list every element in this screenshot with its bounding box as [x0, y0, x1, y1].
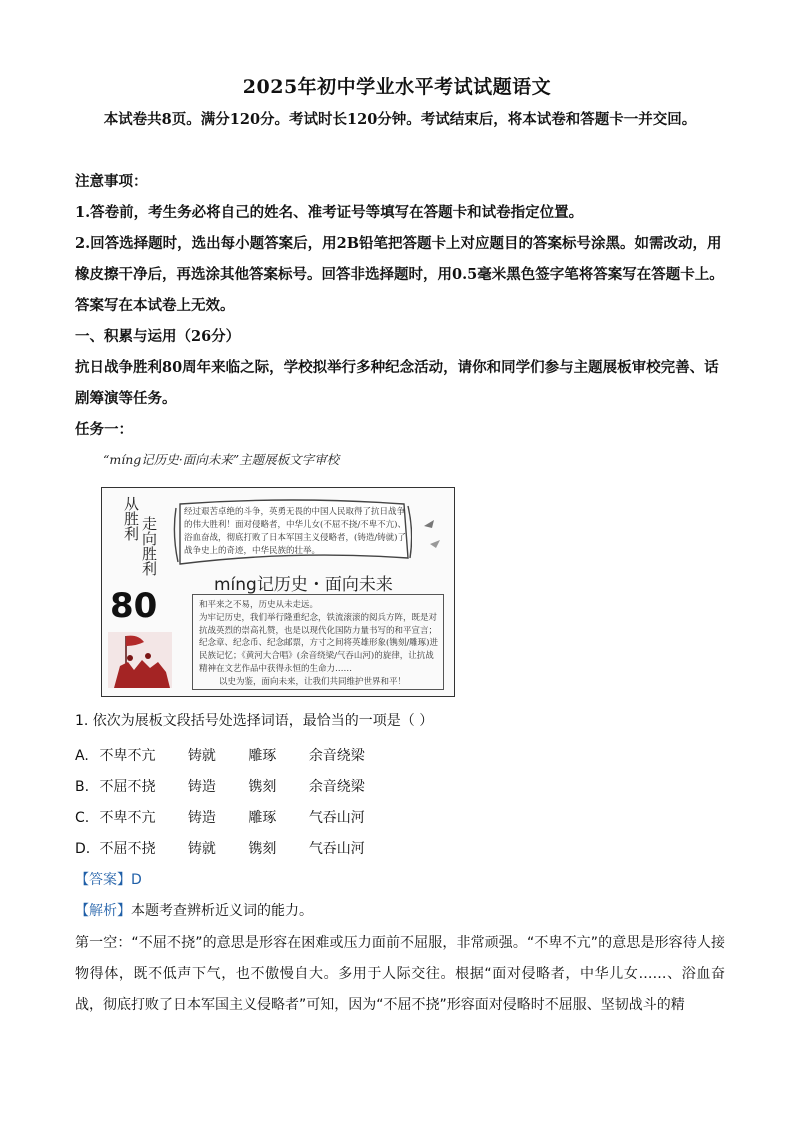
answer-tag: 【答案】: [75, 872, 131, 888]
option-word: 雕琢: [248, 810, 277, 826]
analysis-line: [75, 900, 313, 920]
poster-vertical-1: 从胜利: [122, 496, 140, 541]
poster-box-line-2: 为牢记历史，我们举行隆重纪念，铁流滚滚的阅兵方阵，既是对抗战英烈的崇高礼赞，也是以现代化国防力量书写的和平宣言；纪念章、纪念币、纪念邮票，方寸之间将英雄形象(镌刻/雕琢)进民族记忆；《黄河大合唱》(余音绕梁/气吞山河)的旋律，让抗战精神在文艺作品中获得永恒的生命力……: [199, 612, 438, 674]
option-word: 铸造: [187, 779, 216, 795]
question-1-stem: 1. 依次为展板文段括号处选择词语，最恰当的一项是（ ）: [75, 713, 434, 729]
option-word: 不卑不亢: [99, 810, 156, 826]
option-c: [75, 807, 365, 827]
option-d: [75, 838, 365, 858]
poster-text-box: [192, 594, 444, 690]
task-intro: 抗日战争胜利80周年来临之际，学校拟举行多种纪念活动，请你和同学们参与主题展板审校完善、话剧筹演等任务。: [75, 359, 719, 407]
option-word: 气吞山河: [308, 810, 365, 826]
answer-value: D: [131, 872, 142, 888]
page-title: 2025年初中学业水平考试试题语文: [242, 76, 552, 98]
analysis-lead: 本题考查辨析近义词的能力。: [131, 903, 313, 919]
option-word: 气吞山河: [308, 841, 365, 857]
scroll-text: 经过艰苦卓绝的斗争，英勇无畏的中国人民取得了抗日战争的伟大胜利！面对侵略者，中华儿女(不屈不挠/不卑不亢)、浴血奋战，彻底打败了日本军国主义侵略者，(铸造/铸就)了战争史上的奇迹，中华民族的壮举。: [184, 507, 406, 556]
task-label: 任务一：: [75, 421, 133, 438]
notice-item-2: 2.回答选择题时，选出每小题答案后，用2B铅笔把答题卡上对应题目的答案标号涂黑。如需改动，用橡皮擦干净后，再选涂其他答案标号。回答非选择题时，用0.5毫米黑色签字笔将答案写在答题卡上。答案写在本试卷上无效。: [75, 235, 724, 314]
option-word: 镌刻: [248, 841, 277, 857]
option-word: 余音绕梁: [308, 748, 365, 764]
option-word: 铸造: [187, 810, 216, 826]
option-key: B.: [75, 779, 90, 795]
section-heading: 一、积累与运用（26分）: [75, 328, 241, 345]
notice-heading: 注意事项：: [75, 173, 148, 190]
option-key: C.: [75, 810, 90, 826]
option-word: 雕琢: [248, 748, 277, 764]
poster-ribbon-title: míng记历史・面向未来: [214, 575, 393, 595]
poster-box-line-3: 以史为鉴，面向未来，让我们共同维护世界和平！: [219, 676, 407, 687]
option-word: 铸就: [187, 748, 216, 764]
option-a: [75, 745, 365, 765]
option-word: 不屈不挠: [99, 841, 156, 857]
poster-vertical-2: 走向胜利: [140, 516, 158, 576]
option-b: [75, 776, 365, 796]
option-key: A.: [75, 748, 89, 764]
poster-number: 80: [110, 586, 158, 626]
option-word: 铸就: [187, 841, 216, 857]
dove-icon: [420, 516, 448, 556]
flag-soldiers-icon: [108, 632, 172, 688]
poster-box-line-1: 和平来之不易，历史从未走远。: [199, 600, 319, 610]
poster-caption: “míng记历史·面向未来”主题展板文字审校: [103, 452, 340, 467]
option-key: D.: [75, 841, 91, 857]
analysis-tag: 【解析】: [75, 903, 131, 919]
answer-line: [75, 869, 142, 889]
analysis-body: 第一空：“不屈不挠”的意思是形容在困难或压力面前不屈服，非常顽强。“不卑不亢”的意思是形容待人接物得体，既不低声下气，也不傲慢自大。多用于人际交往。根据“面对侵略者，中华儿女……、浴血奋战，彻底打败了日本军国主义侵略者”可知，因为“不屈不挠”形容面对侵略时不屈服、坚韧战斗的精: [75, 935, 725, 1013]
option-word: 不卑不亢: [99, 748, 156, 764]
option-word: 余音绕梁: [308, 779, 365, 795]
poster-image: [101, 487, 455, 697]
exam-intro: 本试卷共8页。满分120分。考试时长120分钟。考试结束后，将本试卷和答题卡一并交回。: [103, 111, 697, 128]
option-word: 镌刻: [248, 779, 277, 795]
option-word: 不屈不挠: [99, 779, 156, 795]
notice-item-1: 1.答卷前，考生务必将自己的姓名、准考证号等填写在答题卡和试卷指定位置。: [75, 204, 584, 221]
